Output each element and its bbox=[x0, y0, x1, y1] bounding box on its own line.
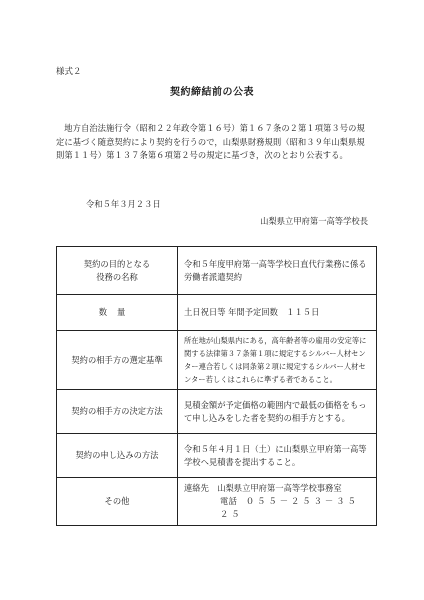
row-label: 契約の相手方の選定基準 bbox=[57, 331, 178, 390]
table-row bbox=[57, 247, 377, 295]
row-label-line: 役務の名称 bbox=[96, 271, 138, 282]
row-value: 土日祝日等 年間予定回数 １１５日 bbox=[178, 295, 377, 331]
table-row bbox=[57, 295, 377, 331]
row-label: 契約の相手方の決定方法 bbox=[57, 390, 178, 434]
row-label: その他 bbox=[57, 478, 178, 526]
contact-phone bbox=[184, 495, 370, 521]
row-value: 見積金額が予定価格の範囲内で最低の価格をもって申し込みをした者を契約の相手方とする。 bbox=[178, 390, 377, 434]
issuer-name: 山梨県立甲府第一高等学校長 bbox=[260, 216, 368, 226]
row-label: 契約の申し込みの方法 bbox=[57, 434, 178, 478]
contract-info-table bbox=[56, 246, 377, 526]
row-label bbox=[57, 247, 178, 295]
row-value: 所在地が山梨県内にある，高年齢者等の雇用の安定等に関する法律第３７条第１項に規定するシルバー人材センター連合若しくは同条第２項に規定するシルバー人材センター若しくはこれらに準ずる者であること。 bbox=[178, 331, 377, 390]
row-label: 数量 bbox=[57, 295, 178, 331]
phone-number: ０５５－２５３－３５２５ bbox=[220, 496, 359, 519]
phone-label: 電話 bbox=[220, 496, 238, 506]
document-title: 契約締結前の公表 bbox=[170, 87, 254, 98]
intro-paragraph: 地方自治法施行令（昭和２２年政令第１６号）第１６７条の２第１項第３号の規定に基づく随意契約により契約を行うので，山梨県財務規則（昭和３９年山梨県規則第１１号）第１３７条第６項第２号の規定に基づき，次のとおり公表する。 bbox=[56, 123, 365, 160]
row-value: 令和５年４月１日（土）に山梨県立甲府第一高等学校へ見積書を提出すること。 bbox=[178, 434, 377, 478]
table-row bbox=[57, 478, 377, 526]
row-label-line: 契約の目的となる bbox=[83, 258, 151, 269]
contact-office: 連絡先 山梨県立甲府第一高等学校事務室 bbox=[184, 483, 342, 493]
table-row bbox=[57, 331, 377, 390]
row-value: 令和５年度甲府第一高等学校日直代行業務に係る労働者派遣契約 bbox=[178, 247, 377, 295]
form-number: 様式２ bbox=[56, 67, 82, 77]
announcement-date: 令和５年３月２３日 bbox=[86, 199, 161, 209]
table-row bbox=[57, 434, 377, 478]
row-value bbox=[178, 478, 377, 526]
table-row bbox=[57, 390, 377, 434]
